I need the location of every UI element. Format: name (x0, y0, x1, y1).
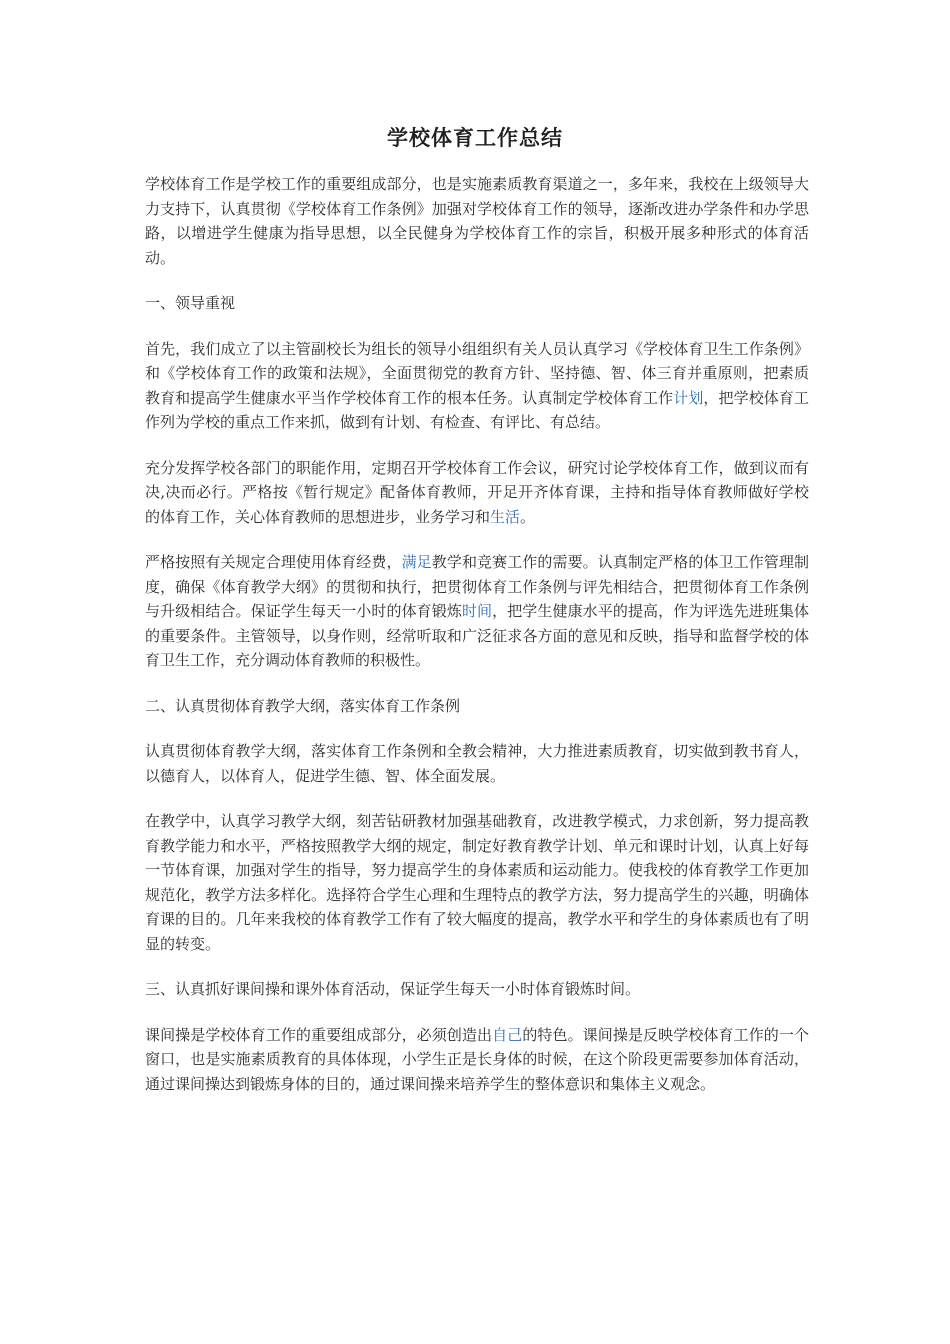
document-body (145, 172, 809, 1117)
paragraph-text: 教学和竞赛工作的需要。认真制定严格的体卫工作管理制度，确保《体育教学大纲》的贯彻和执行，把贯彻体育工作条例与评先相结合，把贯彻体育工作条例与升级相结合。保证学生每天一小时的体育锻炼 (145, 553, 809, 620)
paragraph-text: 的特色。课间操是反映学校体育工作的一个窗口，也是实施素质教育的具体体现，小学生正是长身体的时候，在这个阶段更需要参加体育活动，通过课间操达到锻炼身体的目的，通过课间操来培养学生的整体意识和集体主义观念。 (145, 1025, 809, 1093)
section-heading-3: 三、认真抓好课间操和课外体育活动，保证学生每天一小时体育锻炼时间。 (145, 980, 641, 998)
paragraph-leadership-2 (145, 456, 809, 530)
link-life[interactable]: 生活 (490, 507, 521, 526)
paragraph-text: 充分发挥学校各部门的职能作用，定期召开学校体育工作会议，研究讨论学校体育工作，做到议而有决,决而必行。严格按《暂行规定》配备体育教师，开足开齐体育课，主持和指导体育教师做好学校的体育工作，关心体育教师的思想进步，业务学习和 (145, 458, 809, 526)
link-self[interactable]: 自己 (492, 1025, 523, 1044)
paragraph-leadership-1 (145, 337, 809, 435)
link-time[interactable]: 时间 (461, 602, 493, 620)
paragraph-syllabus-2: 在教学中，认真学习教学大纲，刻苦钻研教材加强基础教育，改进教学模式，力求创新，努力提高教育教学能力和水平，严格按照教学大纲的规定，制定好教育教学计划、单元和课时计划，认真上好每一节体育课，加强对学生的指导，努力提高学生的身体素质和运动能力。使我校的体育教学工作更加规范化，教学方法多样化。选择符合学生心理和生理特点的教学方法，努力提高学生的兴趣，明确体育课的目的。几年来我校的体育教学工作有了较大幅度的提高，教学水平和学生的身体素质也有了明显的转变。 (145, 812, 809, 953)
paragraph-exercise-1 (145, 1023, 809, 1097)
paragraph-leadership-3 (145, 550, 809, 673)
page-title: 学校体育工作总结 (387, 125, 563, 150)
link-satisfy[interactable]: 满足 (401, 553, 432, 571)
paragraph-intro: 学校体育工作是学校工作的重要组成部分，也是实施素质教育渠道之一，多年来，我校在上级领导大力支持下，认真贯彻《学校体育工作条例》加强对学校体育工作的领导，逐渐改进办学条件和办学思路，以增进学生健康为指导思想，以全民健身为学校体育工作的宗旨，积极开展多种形式的体育活动。 (145, 175, 809, 267)
section-heading-2: 二、认真贯彻体育教学大纲，落实体育工作条例 (145, 696, 461, 715)
link-plan[interactable]: 计划 (673, 388, 704, 407)
paragraph-text: 。 (520, 507, 536, 526)
paragraph-text: ，把学校体育工作列为学校的重点工作来抓，做到有计划、有检查、有评比、有总结。 (145, 388, 809, 431)
section-heading-1: 一、领导重视 (145, 294, 236, 312)
paragraph-syllabus-1: 认真贯彻体育教学大纲，落实体育工作条例和全教会精神，大力推进素质教育，切实做到教书育人，以德育人，以体育人，促进学生德、智、体全面发展。 (145, 742, 809, 785)
paragraph-text: 首先，我们成立了以主管副校长为组长的领导小组组织有关人员认真学习《学校体育卫生工作条例》和《学校体育工作的政策和法规》，全面贯彻党的教育方针、坚持德、智、体三育并重原则，把素质教育和提高学生健康水平当作学校体育工作的根本任务。认真制定学校体育工作 (145, 339, 809, 407)
paragraph-text: 严格按照有关规定合理使用体育经费， (145, 553, 402, 571)
paragraph-text: ，把学生健康水平的提高，作为评选先进班集体的重要条件。主管领导，以身作则，经常听取和广泛征求各方面的意见和反映，指导和监督学校的体育卫生工作，充分调动体育教师的积极性。 (145, 602, 809, 669)
paragraph-text: 课间操是学校体育工作的重要组成部分，必须创造出 (145, 1025, 493, 1044)
